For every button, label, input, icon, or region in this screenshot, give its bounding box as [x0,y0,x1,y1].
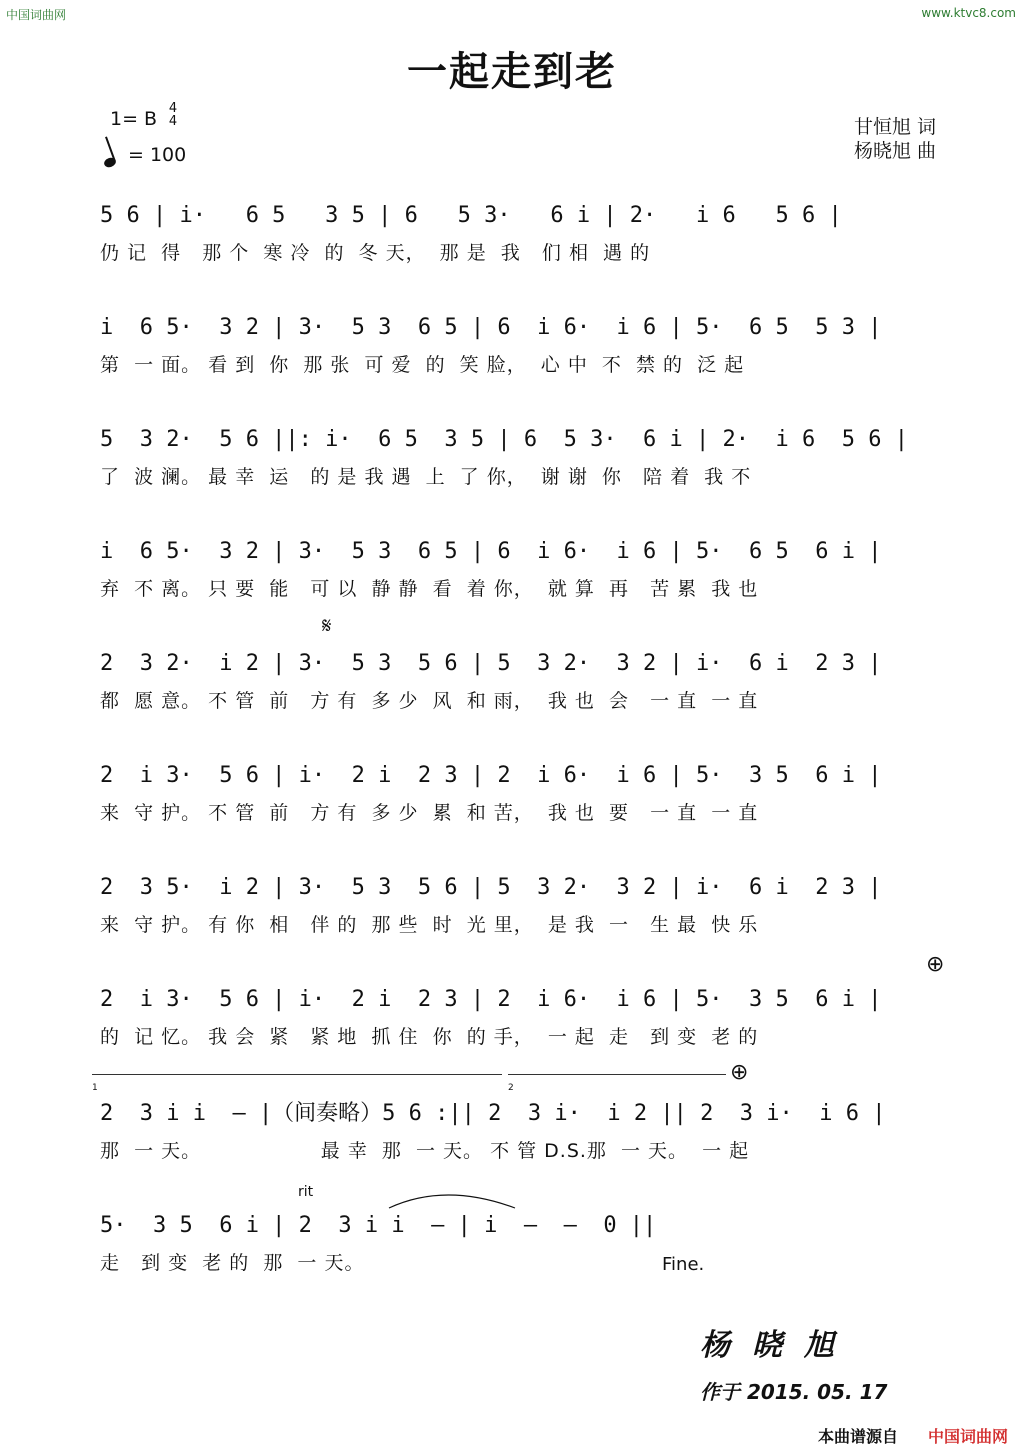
score-line [100,532,940,642]
second-ending-bracket [508,1074,726,1093]
key-signature: 1= B [110,108,158,130]
lyrics-row: 来 守 护。 有 你 相 伴 的 那 些 时 光 里， 是 我 一 生 最 快 乐 [100,914,759,936]
notation-row: 2 i 3· 5 6 | i· 2 i 2 3 | 2 i 6· i 6 | 5· 3 5 6 i | [100,763,882,788]
score-line [100,756,940,866]
score-line [100,420,940,530]
source-site-link[interactable]: 中国词曲网 [928,1427,1009,1446]
lyrics-row: 的 记 忆。 我 会 紧 紧 地 抓 住 你 的 手， 一 起 走 到 变 老 的 [100,1026,759,1048]
lyrics-row: 那 一 天。 最 幸 那 一 天。 不 管 D.S.那 一 天。 一 起 [100,1140,750,1162]
composition-date: 作于 2015. 05. 17 [700,1380,888,1404]
notation-row: 5· 3 5 6 i | 2 3 i i — | i — — 0 || [100,1213,657,1238]
site-logo-left[interactable]: 中国词曲网 [6,8,67,22]
coda-icon: ⊕ [926,952,945,977]
volta-number: 1 [92,1083,98,1093]
lyrics-row: 来 守 护。 不 管 前 方 有 多 少 累 和 苦， 我 也 要 一 直 一 直 [100,802,759,824]
lyrics-row: 弃 不 离。 只 要 能 可 以 静 静 看 着 你， 就 算 再 苦 累 我 也 [100,578,759,600]
ritardando-mark: rit [298,1184,314,1200]
quarter-note-icon [103,156,117,169]
lyrics-row: 第 一 面。 看 到 你 那 张 可 爱 的 笑 脸， 心 中 不 禁 的 泛 起 [100,354,745,376]
notation-row: i 6 5· 3 2 | 3· 5 3 6 5 | 6 i 6· i 6 | 5· 6 5 6 i | [100,539,882,564]
fine-mark: Fine. [662,1254,705,1275]
notation-row: 5 6 | i· 6 5 3 5 | 6 5 3· 6 i | 2· i 6 5 6 | [100,203,842,228]
notation-row: 2 3 2· i 2 | 3· 5 3 5 6 | 5 3 2· 3 2 | i· 6 i 2 3 | [100,651,882,676]
tempo-mark [104,144,186,167]
score-line [100,308,940,418]
time-signature [166,102,180,128]
score-line [100,644,940,754]
lyrics-row: 了 波 澜。 最 幸 运 的 是 我 遇 上 了 你， 谢 谢 你 陪 着 我 不 [100,466,752,488]
score-line [100,196,940,306]
site-url[interactable]: www.ktvc8.com [921,6,1016,20]
segno-icon: 𝄋 [322,614,332,639]
lyrics-row: 仍 记 得 那 个 寒 冷 的 冬 天， 那 是 我 们 相 遇 的 [100,242,651,264]
notation-row: i 6 5· 3 2 | 3· 5 3 6 5 | 6 i 6· i 6 | 5· 6 5 5 3 | [100,315,882,340]
notation-row: 2 i 3· 5 6 | i· 2 i 2 3 | 2 i 6· i 6 | 5· 3 5 6 i | [100,987,882,1012]
lyrics-row: 都 愿 意。 不 管 前 方 有 多 少 风 和 雨， 我 也 会 一 直 一 直 [100,690,759,712]
lyrics-row: 走 到 变 老 的 那 一 天。 [100,1252,365,1274]
meter-top: 4 [168,101,178,116]
notation-row: 2 3 i i — |（间奏略）5 6 :|| 2 3 i· i 2 || 2 3 i· i 6 | [100,1101,886,1126]
source-prefix: 本曲谱源自 [818,1427,899,1446]
meter-bottom: 4 [168,114,178,129]
composer-credit: 杨晓旭 曲 [853,140,936,162]
notation-row: 2 3 5· i 2 | 3· 5 3 5 6 | 5 3 2· 3 2 | i· 6 i 2 3 | [100,875,882,900]
first-ending-bracket [92,1074,502,1093]
composer-signature: 杨晓旭 [700,1328,856,1363]
volta-number: 2 [508,1083,514,1093]
score-line [100,1206,940,1316]
coda-icon: ⊕ [730,1060,749,1085]
score-line [100,868,940,978]
song-title: 一起走到老 [407,49,617,95]
tempo-value: = 100 [128,144,187,166]
lyricist-credit: 甘恒旭 词 [853,116,936,138]
notation-row: 5 3 2· 5 6 ||: i· 6 5 3 5 | 6 5 3· 6 i | 2· i 6 5 6 | [100,427,908,452]
